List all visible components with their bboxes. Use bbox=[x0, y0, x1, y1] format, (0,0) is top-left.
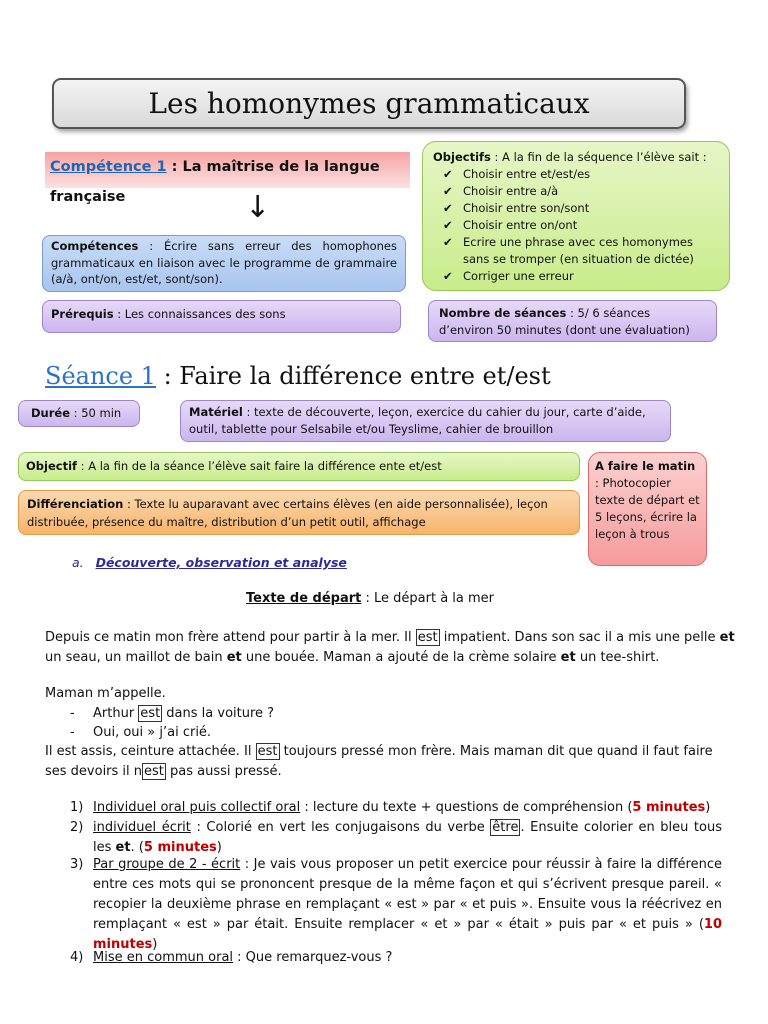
list-item: ✔ Choisir entre son/sont bbox=[443, 201, 590, 215]
check-icon: ✔ bbox=[443, 167, 453, 181]
check-icon: ✔ bbox=[443, 184, 453, 198]
dash-marker: - bbox=[70, 725, 75, 740]
differenciation-text: : Texte lu auparavant avec certains élèves (en aide personnalisée), leçon distribuée, présence du maître, distribution d’un petit outil, affichage bbox=[27, 497, 548, 529]
objectifs-box bbox=[422, 141, 730, 291]
objectifs-label: Objectifs bbox=[433, 150, 491, 164]
duree-text: : 50 min bbox=[70, 406, 122, 420]
duree-label: Durée bbox=[31, 406, 71, 420]
texte-depart-text: : Le départ à la mer bbox=[361, 591, 495, 606]
seance-text: : Faire la différence entre et/est bbox=[155, 362, 551, 390]
highlight-est: est bbox=[257, 744, 278, 759]
document-title: Les homonymes grammaticaux bbox=[52, 78, 686, 129]
check-icon: ✔ bbox=[443, 201, 453, 215]
seance-label: Séance 1 bbox=[45, 362, 156, 390]
story-paragraph-1: Depuis ce matin mon frère attend pour partir à la mer. Il est impatient. Dans son sac il a mis une pelle et un seau, un maillot de bain et une bouée. Maman a ajouté de la crème solaire et un tee-shirt. bbox=[45, 630, 735, 665]
differenciation-box bbox=[18, 490, 580, 535]
list-item: ✔ Choisir entre et/est/es bbox=[443, 167, 591, 181]
check-icon: ✔ bbox=[443, 218, 453, 232]
section-heading bbox=[72, 554, 347, 571]
step-4: 4) Mise en commun oral : Que remarquez-vous ? bbox=[70, 950, 393, 965]
prerequis-box bbox=[42, 300, 401, 333]
differenciation-label: Différenciation bbox=[27, 497, 124, 511]
objectifs-list bbox=[433, 166, 719, 285]
objectif-text: : A la fin de la séance l’élève sait faire la différence ente et/est bbox=[77, 459, 442, 473]
objectifs-intro: : A la fin de la séquence l’élève sait : bbox=[490, 150, 707, 164]
seances-label: Nombre de séances bbox=[439, 306, 567, 320]
check-icon: ✔ bbox=[443, 235, 453, 249]
highlight-est: est bbox=[417, 630, 438, 645]
competence-text: : La maîtrise de la langue française bbox=[50, 159, 380, 205]
step-3: 3) Par groupe de 2 - écrit : Je vais vous proposer un petit exercice pour réussir à faire la différence entre ces mots qui se prononcent presque de la même façon et qui s’écrivent presque pareil. « recopier la deuxième phrase en remplaçant « est » par « et puis ». Ensuite vous la réécrivez en remplaçant « est » par était. Ensuite remplacer « et » par « était » puis par « et puis » (10 minutes) bbox=[70, 857, 722, 952]
step-2: 2) individuel écrit : Colorié en vert les conjugaisons du verbe être . Ensuite colorier en bleu tous les et. (5 minutes) bbox=[70, 820, 722, 855]
list-item: ✔ Choisir entre on/ont bbox=[443, 218, 578, 232]
objectif-label: Objectif bbox=[26, 459, 78, 473]
story-paragraph-3: Il est assis, ceinture attachée. Il est toujours pressé mon frère. Mais maman dit que quand il faut faire ses devoirs il n est pas aussi pressé. bbox=[45, 744, 713, 779]
materiel-box bbox=[180, 400, 671, 442]
list-item: ✔ Corriger une erreur bbox=[443, 269, 574, 283]
list-item: ✔ Ecrire une phrase avec ces homonymes bbox=[443, 235, 693, 249]
materiel-label: Matériel bbox=[189, 405, 243, 419]
prerequis-text: : Les connaissances des sons bbox=[113, 307, 286, 321]
seances-box bbox=[428, 300, 717, 342]
step-1: 1) Individuel oral puis collectif oral : lecture du texte + questions de compréhension (5 minutes) bbox=[70, 800, 711, 815]
dialogue-line-2: Oui, oui » j’ai crié. bbox=[93, 725, 212, 740]
competence-banner bbox=[45, 152, 410, 205]
texte-depart-label: Texte de départ bbox=[245, 591, 362, 606]
story-paragraph-2: Maman m’appelle. bbox=[45, 686, 166, 701]
dash-marker: - bbox=[70, 706, 75, 721]
objectif-box bbox=[18, 452, 580, 481]
competences-label: Compétences bbox=[51, 239, 139, 253]
faire-matin-text: : Photocopier texte de départ et 5 leçons, écrire la leçon à trous bbox=[595, 476, 700, 541]
seance-heading bbox=[45, 361, 551, 391]
list-item-continuation: sans se tromper (en situation de dictée) bbox=[463, 252, 694, 266]
faire-matin-label: A faire le matin bbox=[595, 459, 696, 473]
seances-text: : 5/ 6 séances d’environ 50 minutes (dont une évaluation) bbox=[439, 306, 690, 337]
duree-box bbox=[18, 400, 140, 427]
prerequis-label: Prérequis bbox=[51, 307, 114, 321]
check-icon: ✔ bbox=[443, 269, 453, 283]
highlight-est: est bbox=[144, 764, 164, 779]
dialogue-line-1: Arthur est dans la voiture ? bbox=[93, 706, 275, 721]
competence-label: Compétence 1 bbox=[50, 159, 167, 175]
section-title: Découverte, observation et analyse bbox=[95, 555, 347, 570]
arrow-down-icon: ↓ bbox=[245, 190, 271, 225]
highlight-est: est bbox=[140, 706, 161, 721]
list-item: ✔ Choisir entre a/à bbox=[443, 184, 559, 198]
competences-text: : Écrire sans erreur des homophones grammaticaux en liaison avec le programme de grammaire (a/à, ont/on, est/et, sont/son). bbox=[51, 239, 397, 286]
faire-matin-box bbox=[588, 452, 707, 566]
competences-box bbox=[42, 235, 406, 292]
texte-depart-heading bbox=[0, 590, 740, 608]
highlight-etre: être bbox=[492, 820, 519, 835]
materiel-text: : texte de découverte, leçon, exercice du cahier du jour, carte d’aide, outil, tablette pour Selsabile et/ou Teyslime, cahier de brouillon bbox=[189, 405, 646, 436]
section-letter: a. bbox=[72, 555, 84, 570]
